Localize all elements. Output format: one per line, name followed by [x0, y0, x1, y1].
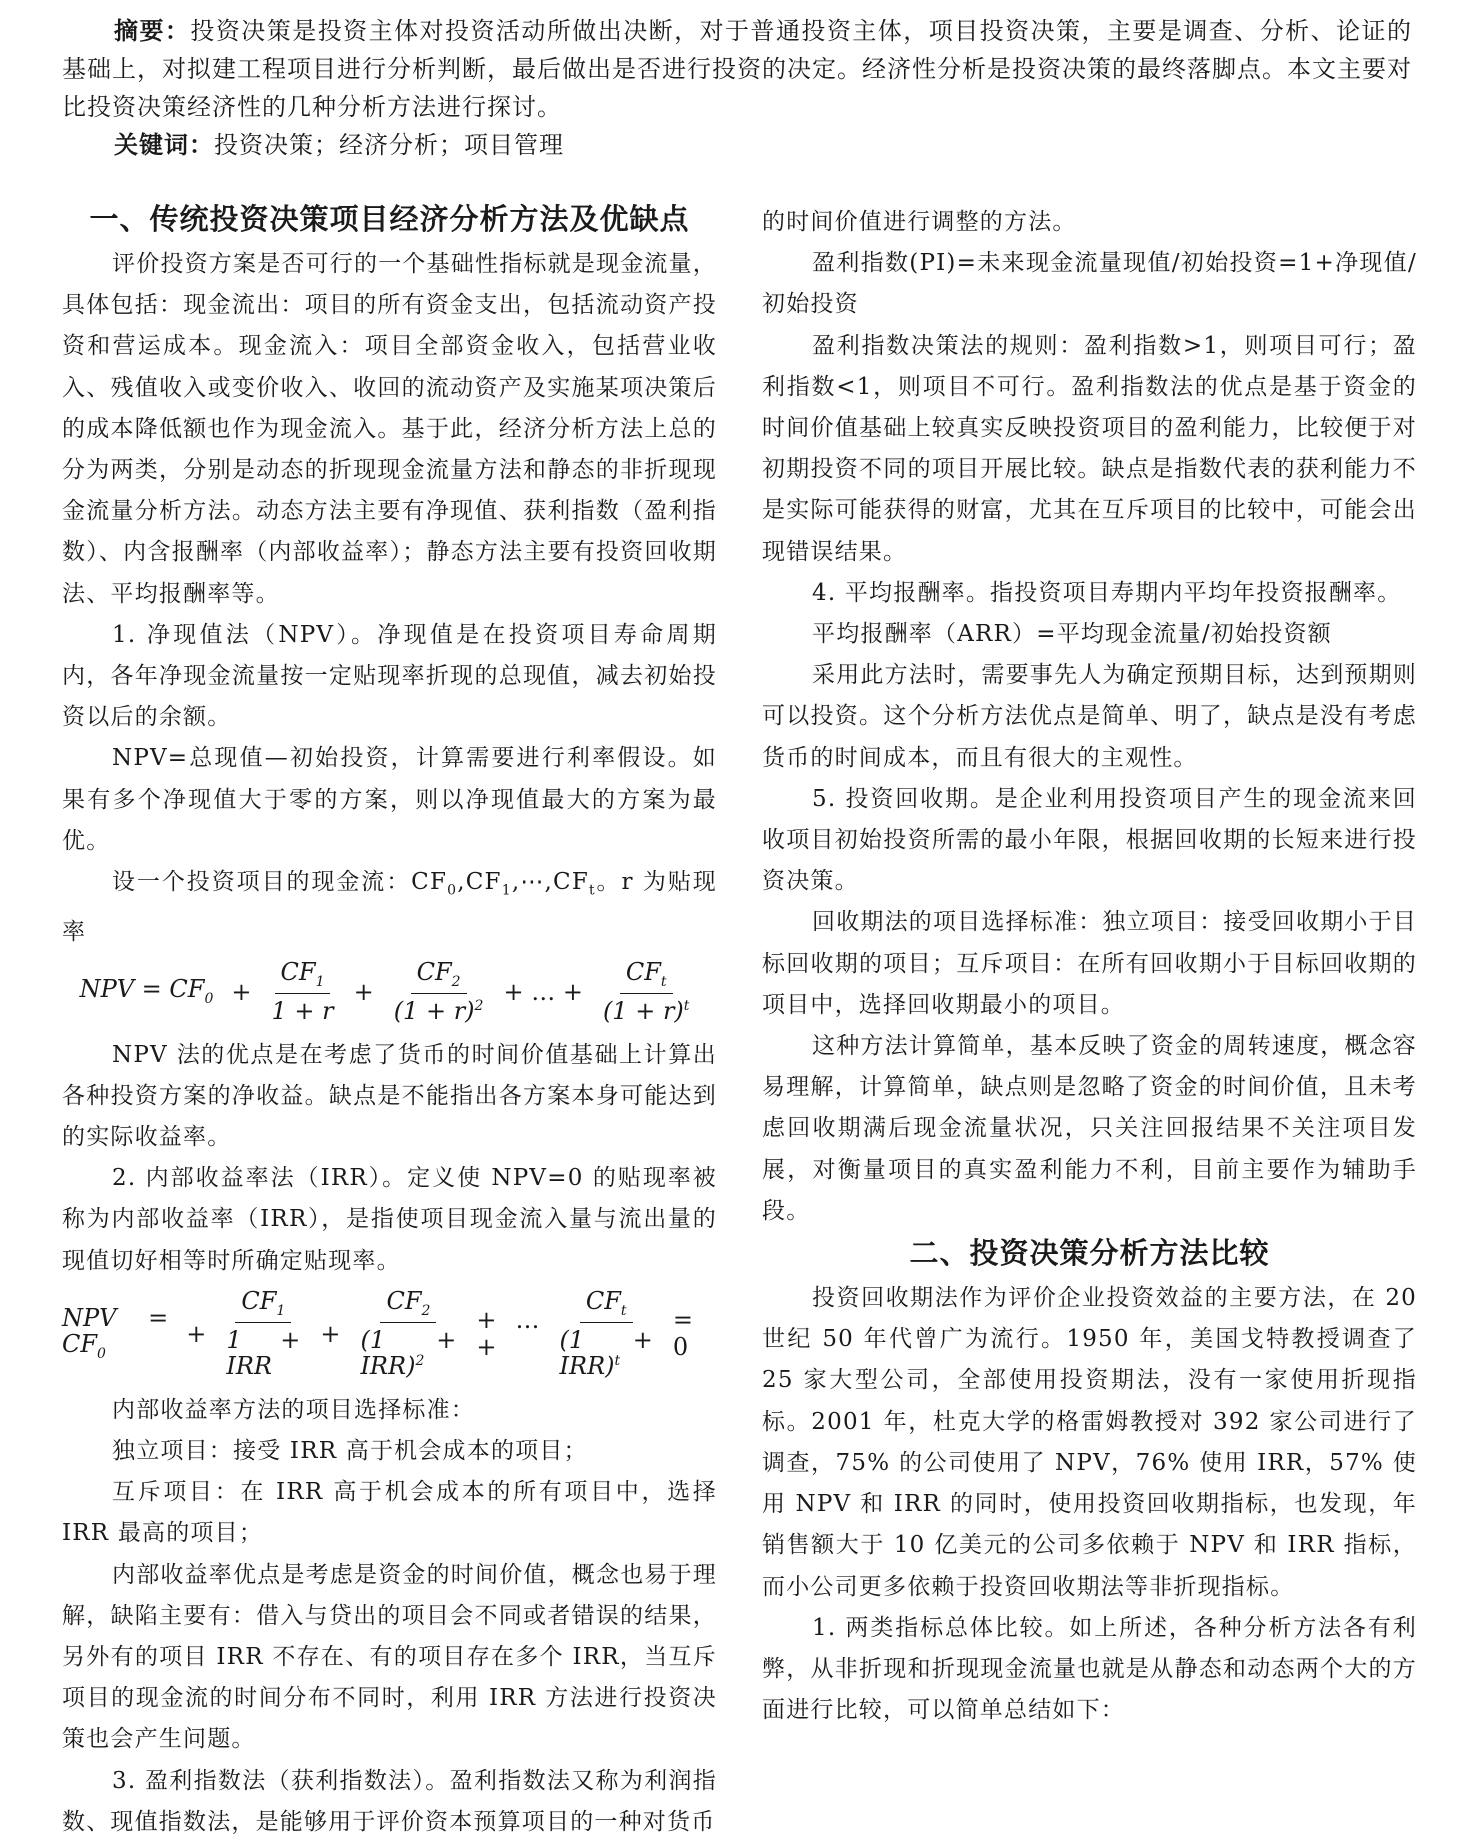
keywords-label: 关键词：	[114, 130, 214, 159]
left-paragraph-irr-def: 2. 内部收益率法（IRR）。定义使 NPV=0 的贴现率被称为内部收益率（IRR），是指使项目现金流入量与流出量的现值切好相等时所确定贴现率。	[62, 1165, 717, 1274]
left-paragraph-irr-exclusive: 互斥项目：在 IRR 高于机会成本的所有项目中，选择 IRR 最高的项目；	[62, 1479, 717, 1547]
left-paragraph-pi-def: 3. 盈利指数法（获利指数法）。盈利指数法又称为利润指数、现值指数法，是能够用于评价资本预算项目的一种对货币	[62, 1767, 717, 1835]
right-paragraph-continued: 的时间价值进行调整的方法。	[762, 209, 1077, 235]
right-paragraph-payback-pros: 这种方法计算简单，基本反映了资金的周转速度，概念容易理解，计算简单，缺点则是忽略了资金的时间价值，且未考虑回收期满后现金流量状况，只关注回报结果不关注项目发展，对衡量项目的真实盈利能力不利，目前主要作为辅助手段。	[762, 1033, 1417, 1224]
section-2-title: 二、投资决策分析方法比较	[909, 1236, 1270, 1271]
left-paragraph-npv-def: 1. 净现值法（NPV）。净现值是在投资项目寿命周期内，各年净现金流量按一定贴现率折现的总现值，减去初始投资以后的余额。	[62, 621, 717, 731]
right-paragraph-history: 投资回收期法作为评价企业投资效益的主要方法，在 20 世纪 50 年代曾广为流行。1950 年，美国戈特教授调查了 25 家大型公司，全部使用投资期法，没有一家使用折现指标。2001 年，杜克大学的格雷姆教授对 392 家公司进行了调查，75% 的公司使用了 NPV，76% 使用 IRR，57% 使用 NPV 和 IRR 的同时，使用投资回收期指标，也发现，年销售额大于 10 亿美元的公司多依赖于 NPV 和 IRR 指标，而小公司更多依赖于投资回收期法等非折现指标。	[762, 1285, 1417, 1600]
right-paragraph-arr-pros: 采用此方法时，需要事先人为确定预期目标，达到预期则可以投资。这个分析方法优点是简单、明了，缺点是没有考虑货币的时间成本，而且有很大的主观性。	[762, 662, 1417, 771]
abstract-paragraph	[62, 12, 1412, 126]
keywords-text: 投资决策；经济分析；项目管理	[214, 131, 564, 159]
left-paragraph-npv-formula-text: NPV=总现值—初始投资，计算需要进行利率假设。如果有多个净现值大于零的方案，则以净现值最大的方案为最优。	[62, 745, 717, 854]
right-paragraph-comparison: 1. 两类指标总体比较。如上所述，各种分析方法各有利弊，从非折现和折现现金流量也就是从静态和动态两个大的方面进行比较，可以简单总结如下：	[762, 1614, 1417, 1724]
abstract-text: 投资决策是投资主体对投资活动所做出决断，对于普通投资主体，项目投资决策，主要是调查、分析、论证的基础上，对拟建工程项目进行分析判断，最后做出是否进行投资的决定。经济性分析是投资决策的最终落脚点。本文主要对比投资决策经济性的几种分析方法进行探讨。	[62, 17, 1413, 121]
keywords-line	[62, 126, 1412, 164]
right-paragraph-arr-formula: 平均报酬率（ARR）=平均现金流量/初始投资额	[812, 621, 1332, 648]
right-paragraph-pi-rule: 盈利指数决策法的规则：盈利指数>1，则项目可行；盈利指数<1，则项目不可行。盈利指数法的优点是基于资金的时间价值基础上较真实反映投资项目的盈利能力，比较便于对初期投资不同的项目开展比较。缺点是指数代表的获利能力不是实际可能获得的财富，尤其在互斥项目的比较中，可能会出现错误结果。	[762, 332, 1417, 565]
right-paragraph-pi-formula: 盈利指数(PI)=未来现金流量现值/初始投资=1+净现值/初始投资	[762, 250, 1417, 318]
right-paragraph-payback-criteria: 回收期法的项目选择标准：独立项目：接受回收期小于目标回收期的项目；互斥项目：在所有回收期小于目标回收期的项目中，选择回收期最小的项目。	[762, 909, 1417, 1018]
left-paragraph-npv-pros: NPV 法的优点是在考虑了货币的时间价值基础上计算出各种投资方案的净收益。缺点是不能指出各方案本身可能达到的实际收益率。	[62, 1041, 717, 1151]
right-paragraph-arr-def: 4. 平均报酬率。指投资项目寿期内平均年投资报酬率。	[812, 579, 1402, 606]
left-paragraph-irr-independent: 独立项目：接受 IRR 高于机会成本的项目；	[112, 1438, 588, 1465]
npv-formula: NPV = $CF_0$ + $\frac{CF_1}{1 + r}$ + $\frac{CF_2}{(1 + r)^2}$ + … + $\frac{CF_t}{(1 + r)^t}$	[79, 958, 690, 1026]
abstract-block	[62, 12, 1412, 164]
abstract-label: 摘要：	[114, 16, 191, 45]
left-paragraph-cashflow: 设一个投资项目的现金流：$CF_0,CF_1,\cdots,CF_t$。r 为贴现率	[62, 869, 717, 945]
right-paragraph-payback-def: 5. 投资回收期。是企业利用投资项目产生的现金流来回收项目初始投资所需的最小年限，根据回收期的长短来进行投资决策。	[762, 785, 1417, 895]
cashflow-pre: 设一个投资项目的现金流：CF	[112, 869, 448, 896]
left-column	[62, 198, 717, 1843]
cashflow-post: 。r 为贴现率	[62, 869, 717, 945]
section-1-title: 一、传统投资决策项目经济分析方法及优缺点	[89, 202, 690, 236]
left-paragraph-1: 评价投资方案是否可行的一个基础性指标就是现金流量，具体包括：现金流出：项目的所有资金支出，包括流动资产投资和营运成本。现金流入：项目全部资金收入，包括营业收入、残值收入或变价收入、收回的流动资产及实施某项决策后的成本降低额也作为现金流入。基于此，经济分析方法上总的分为两类，分别是动态的折现现金流量方法和静态的非折现现金流量分析方法。动态方法主要有净现值、获利指数（盈利指数）、内含报酬率（内部收益率）；静态方法主要有投资回收期法、平均报酬率等。	[62, 251, 717, 607]
left-paragraph-irr-pros: 内部收益率优点是考虑是资金的时间价值，概念也易于理解，缺陷主要有：借入与贷出的项目会不同或者错误的结果，另外有的项目 IRR 不存在、有的项目存在多个 IRR，当互斥项目的现金流的时间分布不同时，利用 IRR 方法进行投资决策也会产生问题。	[62, 1561, 717, 1753]
irr-formula: NPV = $CF_0$ + $\frac{CF_1}{\text{1 + IRR}}$ + $\frac{CF_2}{(1 + IRR)^2}$ + … + $\frac{CF_t}{(1 + IRR)^t}$ = 0	[62, 1286, 693, 1381]
left-paragraph-irr-criteria: 内部收益率方法的项目选择标准：	[112, 1396, 475, 1423]
right-column	[762, 202, 1417, 1731]
